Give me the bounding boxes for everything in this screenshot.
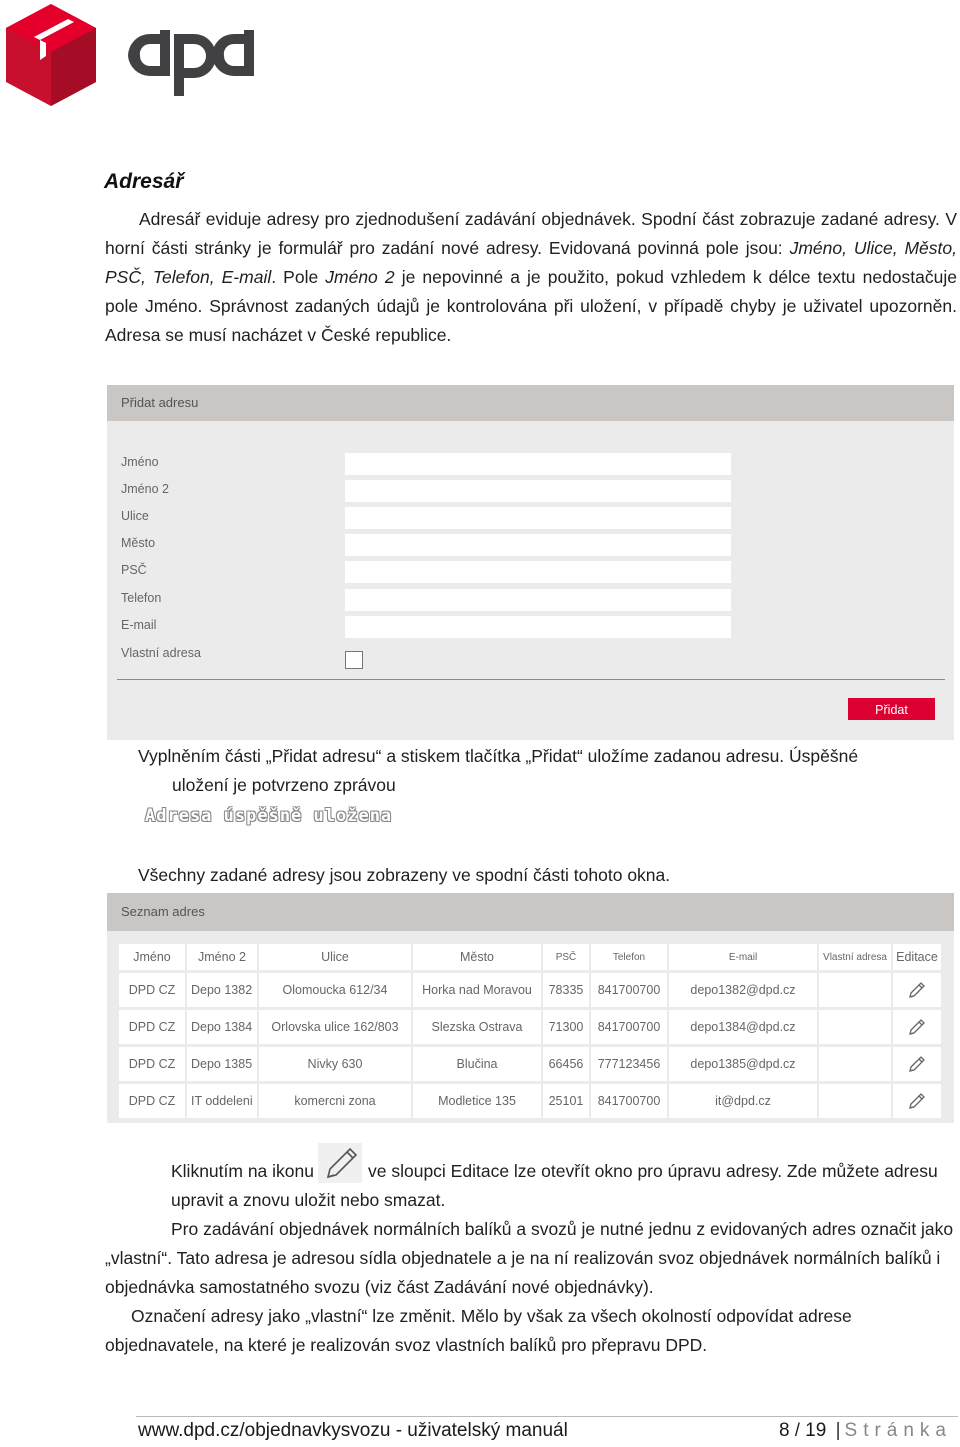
form-divider bbox=[117, 679, 945, 680]
vlastni-adresa-checkbox[interactable] bbox=[345, 651, 363, 669]
cell-telefon: 841700700 bbox=[590, 1083, 668, 1119]
footer-url: www.dpd.cz/objednavkysvozu - uživatelský manuál bbox=[138, 1420, 568, 1441]
footer-word: Stránka bbox=[844, 1420, 952, 1441]
telefon-label: Telefon bbox=[121, 591, 162, 605]
col-jmeno2[interactable]: Jméno 2 bbox=[186, 944, 258, 972]
table-row bbox=[119, 1046, 942, 1083]
table-row bbox=[119, 1009, 942, 1046]
page-current: 8 bbox=[779, 1420, 790, 1441]
ulice-label: Ulice bbox=[121, 509, 149, 523]
table-row bbox=[119, 972, 942, 1009]
cell-ulice: Orlovska ulice 162/803 bbox=[258, 1009, 412, 1046]
footer-bar: | bbox=[835, 1420, 841, 1441]
page-heading: Adresář bbox=[104, 170, 184, 193]
cell-ulice: komercni zona bbox=[258, 1083, 412, 1119]
col-email[interactable]: E-mail bbox=[668, 944, 818, 972]
cell-psc: 78335 bbox=[542, 972, 590, 1009]
cell-jmeno2: IT oddeleni bbox=[186, 1083, 258, 1119]
cell-mesto: Blučina bbox=[412, 1046, 542, 1083]
cell-vlastni bbox=[818, 1009, 892, 1046]
jmeno2-input[interactable] bbox=[345, 480, 731, 502]
jmeno-input[interactable] bbox=[345, 453, 731, 475]
dpd-logo-text bbox=[128, 30, 254, 100]
table-row bbox=[119, 1083, 942, 1119]
ulice-input[interactable] bbox=[345, 507, 731, 529]
form-row-vlastni bbox=[121, 644, 751, 666]
cell-mesto: Modletice 135 bbox=[412, 1083, 542, 1119]
col-mesto[interactable]: Město bbox=[412, 944, 542, 972]
intro-paragraph: Adresář eviduje adresy pro zjednodušení zadávání objednávek. Spodní část zobrazuje zadané adresy. V horní části stránky je formulář pro zadání nové adresy. Evidovaná povinná pole jsou: Jméno, Ulice, Město, PSČ, Telefon, E-mail. Pole Jméno 2 je nepovinné a je použito, pokud vzhledem k délce textu nedostačuje pole Jméno. Správnost zadaných údajů je kontrolována při uložení, v případě chyby je uživatel upozorněn. Adresa se musí nacházet v České republice. bbox=[105, 209, 958, 345]
telefon-input[interactable] bbox=[345, 589, 731, 611]
closing-text: Kliknutím na ikonu ve sloupci Editace lze otevřít okno pro úpravu adresy. Zde můžete adresu upravit a znovu uložit nebo smazat. Pro zadávání objednávek normálních balíků a svozů je nutné jednu z evidovaných adres označit jako „vlastní“. Tato adresa je adresou sídla objednatele a je na ní realizován svoz objednávek normálních balíků i objednávka samostatného svozu (viz část Zadávání nové objednávky). Označení adresy jako „vlastní“ lze změnit. Mělo by však za všech okolností odpovídat adrese objednavatele, na které je realizován svoz vlastních balíků pro přepravu DPD. bbox=[105, 1143, 957, 1360]
footer-page-number bbox=[779, 1420, 952, 1442]
jmeno-label: Jméno bbox=[121, 455, 159, 469]
form-row-telefon bbox=[121, 589, 751, 611]
col-telefon[interactable]: Telefon bbox=[590, 944, 668, 972]
cell-telefon: 777123456 bbox=[590, 1046, 668, 1083]
success-message: Adresa úspěšně uložena bbox=[145, 806, 393, 826]
form-row-ulice bbox=[121, 507, 751, 529]
cell-jmeno: DPD CZ bbox=[119, 1009, 186, 1046]
address-table bbox=[119, 944, 943, 1118]
email-label: E-mail bbox=[121, 618, 157, 632]
form-row-psc bbox=[121, 561, 751, 583]
cell-psc: 25101 bbox=[542, 1083, 590, 1119]
cell-email: depo1382@dpd.cz bbox=[668, 972, 818, 1009]
add-address-title: Přidat adresu bbox=[107, 385, 954, 421]
col-vlastni[interactable]: Vlastní adresa bbox=[818, 944, 892, 972]
cell-ulice: Nivky 630 bbox=[258, 1046, 412, 1083]
page-total: 19 bbox=[805, 1420, 827, 1441]
pencil-icon[interactable] bbox=[907, 1054, 927, 1074]
footer-divider bbox=[136, 1416, 958, 1417]
pencil-icon[interactable] bbox=[907, 980, 927, 1000]
cell-vlastni bbox=[818, 1046, 892, 1083]
list-intro: Všechny zadané adresy jsou zobrazeny ve spodní části tohoto okna. bbox=[138, 865, 671, 885]
form-row-jmeno2 bbox=[121, 480, 751, 502]
cell-jmeno: DPD CZ bbox=[119, 1046, 186, 1083]
cell-editace bbox=[892, 1009, 942, 1046]
address-list-panel bbox=[107, 893, 954, 1123]
psc-label: PSČ bbox=[121, 563, 147, 577]
pencil-icon[interactable] bbox=[907, 1017, 927, 1037]
cell-email: it@dpd.cz bbox=[668, 1083, 818, 1119]
cell-email: depo1384@dpd.cz bbox=[668, 1009, 818, 1046]
cell-ulice: Olomoucka 612/34 bbox=[258, 972, 412, 1009]
dpd-logo-cube-icon bbox=[4, 2, 98, 108]
cell-jmeno2: Depo 1385 bbox=[186, 1046, 258, 1083]
cell-jmeno2: Depo 1382 bbox=[186, 972, 258, 1009]
address-list-title: Seznam adres bbox=[107, 893, 954, 931]
cell-psc: 71300 bbox=[542, 1009, 590, 1046]
cell-vlastni bbox=[818, 1083, 892, 1119]
after-form-paragraph: Vyplněním části „Přidat adresu“ a stiskem tlačítka „Přidat“ uložíme zadanou adresu. Úspěšné uložení je potvrzeno zprávou bbox=[138, 746, 859, 795]
email-input[interactable] bbox=[345, 616, 731, 638]
form-row-email bbox=[121, 616, 751, 638]
cell-telefon: 841700700 bbox=[590, 1009, 668, 1046]
col-psc[interactable]: PSČ bbox=[542, 944, 590, 972]
jmeno2-label: Jméno 2 bbox=[121, 482, 169, 496]
cell-editace bbox=[892, 1083, 942, 1119]
table-header bbox=[119, 944, 942, 972]
cell-email: depo1385@dpd.cz bbox=[668, 1046, 818, 1083]
cell-editace bbox=[892, 1046, 942, 1083]
form-row-mesto bbox=[121, 534, 751, 556]
page-separator: / bbox=[794, 1420, 800, 1440]
cell-mesto: Slezska Ostrava bbox=[412, 1009, 542, 1046]
col-jmeno[interactable]: Jméno bbox=[119, 944, 186, 972]
cell-jmeno2: Depo 1384 bbox=[186, 1009, 258, 1046]
cell-mesto: Horka nad Moravou bbox=[412, 972, 542, 1009]
pencil-icon bbox=[318, 1143, 362, 1183]
mesto-label: Město bbox=[121, 536, 156, 550]
add-address-panel bbox=[107, 385, 954, 740]
pridat-button[interactable]: Přidat bbox=[848, 698, 935, 720]
col-ulice[interactable]: Ulice bbox=[258, 944, 412, 972]
cell-jmeno: DPD CZ bbox=[119, 1083, 186, 1119]
vlastni-adresa-label: Vlastní adresa bbox=[121, 646, 201, 660]
cell-jmeno: DPD CZ bbox=[119, 972, 186, 1009]
cell-telefon: 841700700 bbox=[590, 972, 668, 1009]
mesto-input[interactable] bbox=[345, 534, 731, 556]
psc-input[interactable] bbox=[345, 561, 731, 583]
col-editace: Editace bbox=[892, 944, 942, 972]
cell-psc: 66456 bbox=[542, 1046, 590, 1083]
cell-vlastni bbox=[818, 972, 892, 1009]
pencil-icon[interactable] bbox=[907, 1091, 927, 1111]
cell-editace bbox=[892, 972, 942, 1009]
form-row-jmeno bbox=[121, 453, 751, 475]
